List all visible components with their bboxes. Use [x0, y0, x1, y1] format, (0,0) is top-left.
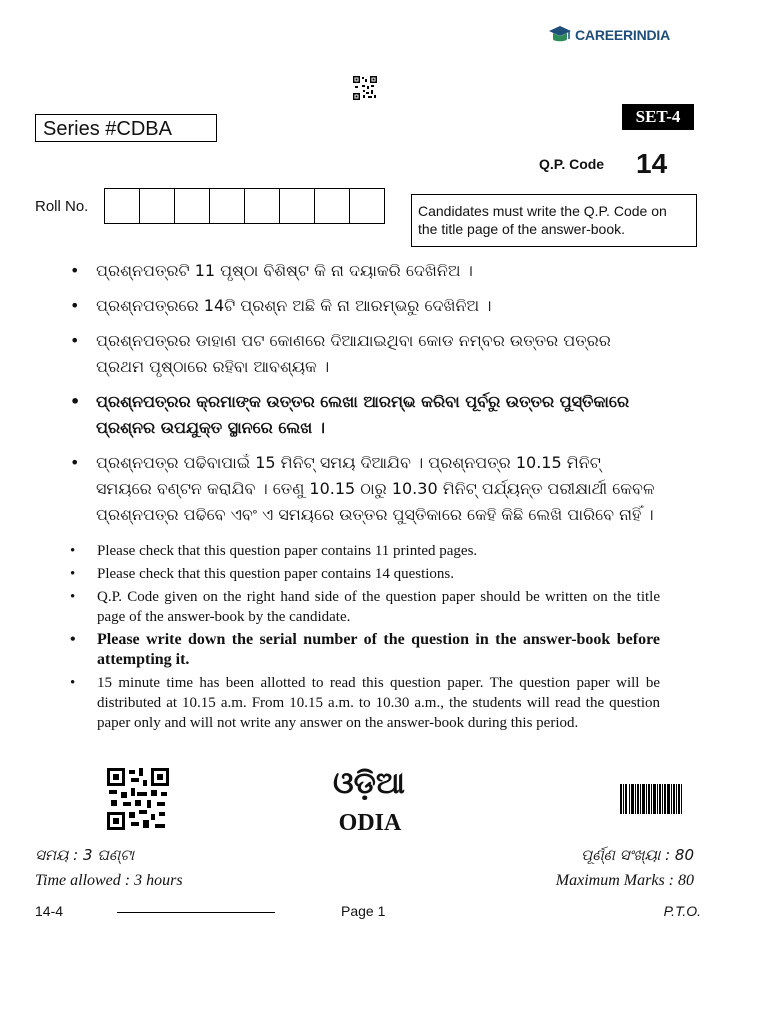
roll-no-cell[interactable]: [104, 188, 140, 224]
list-item: • ପ୍ରଶ୍ନପତ୍ରର ଡାହାଣ ପଟ କୋଣରେ ଦିଆଯାଇଥିବା କୋଡ ନମ୍ବର ଉତ୍ତର ପତ୍ରର ପ୍ରଥମ ପୃଷ୍ଠାରେ ରହିବା ଆବଶ୍ୟକ ।: [70, 331, 611, 376]
qp-code-value: 14: [636, 148, 668, 179]
instruction-text: ପ୍ରଶ୍ନପତ୍ରରେ 14ଟି ପ୍ରଶ୍ନ ଅଛି କି ନା ଆରମ୍ଭରୁ ଦେଖିନିଅ ।: [96, 296, 492, 315]
roll-no-cell[interactable]: [314, 188, 350, 224]
instruction-text: Q.P. Code given on the right hand side of the question paper should be written on the title page of the answer-book by the candidate.: [97, 589, 660, 625]
barcode-icon: [620, 784, 682, 814]
list-item: • ପ୍ରଶ୍ନପତ୍ରରେ 14ଟି ପ୍ରଶ୍ନ ଅଛି କି ନା ଆରମ୍ଭରୁ ଦେଖିନିଅ ।: [70, 296, 492, 315]
roll-no-cell[interactable]: [349, 188, 385, 224]
list-item: • 15 minute time has been allotted to read this question paper. The question paper will be distributed at 10.15 a.m. From 10.15 a.m. to 10.30 a.m., the students will read the question paper only and will not write any answer on the answer-book during this period.: [70, 675, 660, 731]
series-box: Series #CDBA: [35, 114, 217, 142]
instruction-text: ପ୍ରଶ୍ନପତ୍ରର ଡାହାଣ ପଟ କୋଣରେ ଦିଆଯାଇଥିବା କୋଡ ନମ୍ବର ଉତ୍ତର ପତ୍ରର ପ୍ରଥମ ପୃଷ୍ଠାରେ ରହିବା ଆବଶ୍ୟକ ।: [96, 331, 611, 376]
list-item: • ପ୍ରଶ୍ନପତ୍ର ପଢିବାପାଇଁ 15 ମିନିଟ୍ ସମୟ ଦିଆଯିବ । ପ୍ରଶ୍ନପତ୍ର 10.15 ମିନିଟ୍ ସମୟରେ ବଣ୍ଟନ କରାଯିବ । ତେଣୁ 10.15 ଠାରୁ 10.30 ମିନିଟ୍ ପର୍ଯ୍ୟନ୍ତ ପରୀକ୍ଷାର୍ଥୀ କେବଳ ପ୍ରଶ୍ନପତ୍ର ପଢିବେ ଏବଂ ଏ ସମୟରେ ଉତ୍ତର ପୁସ୍ତିକାରେ କେହି କିଛି ଲେଖି ପାରିବେ ନାହିଁ ।: [70, 453, 655, 524]
qr-code-large-icon: [107, 768, 169, 830]
instruction-text: Please check that this question paper contains 14 questions.: [97, 566, 455, 582]
list-item: • Please check that this question paper contains 11 printed pages.: [70, 543, 478, 559]
graduation-cap-icon: [548, 24, 572, 46]
instruction-text: ପ୍ରଶ୍ନପତ୍ରଟି 11 ପୃଷ୍ଠା ବିଶିଷ୍ଟ କି ନା ଦୟାକରି ଦେଖିନିଅ ।: [96, 261, 473, 280]
instruction-text: ପ୍ରଶ୍ନପତ୍ରର କ୍ରମାଙ୍କ ଉତ୍ତର ଲେଖା ଆରମ୍ଭ କରିବା ପୂର୍ବରୁ ଉତ୍ତର ପୁସ୍ତିକାରେ ପ୍ରଶ୍ନର ଉପଯୁକ୍ତ ସ୍ଥାନରେ ଲେଖ ।: [96, 392, 630, 437]
list-item: • Please check that this question paper contains 14 questions.: [70, 566, 455, 582]
roll-no-cell[interactable]: [279, 188, 315, 224]
roll-no-label: Roll No.: [35, 198, 89, 215]
roll-no-cell[interactable]: [139, 188, 175, 224]
candidate-note-box: Candidates must write the Q.P. Code on the title page of the answer-book.: [411, 194, 697, 247]
max-marks-odia: ପୂର୍ଣ୍ଣ ସଂଖ୍ୟା : 80: [581, 846, 694, 864]
subject-title-odia: ଓଡ଼ିଆ: [333, 766, 405, 801]
instruction-text: 15 minute time has been allotted to read this question paper. The question paper will be distributed at 10.15 a.m. From 10.15 a.m. to 10.30 a.m., the students will read the question paper only and will not write any answer on the answer-book during this period.: [97, 675, 660, 731]
footer-page-number: Page 1: [341, 903, 386, 919]
instruction-text: Please check that this question paper contains 11 printed pages.: [97, 543, 478, 559]
footer-pto: P.T.O.: [663, 903, 701, 919]
list-item: • Q.P. Code given on the right hand side of the question paper should be written on the title page of the answer-book by the candidate.: [70, 589, 660, 625]
roll-no-cell[interactable]: [174, 188, 210, 224]
list-item: • ପ୍ରଶ୍ନପତ୍ରଟି 11 ପୃଷ୍ଠା ବିଶିଷ୍ଟ କି ନା ଦୟାକରି ଦେଖିନିଅ ।: [70, 261, 473, 280]
careerindia-logo: [548, 22, 670, 48]
time-allowed-odia: ସମୟ : 3 ଘଣ୍ଟା: [35, 846, 135, 864]
instruction-text: Please write down the serial number of the question in the answer-book before attempting it.: [97, 631, 660, 668]
max-marks-english: Maximum Marks : 80: [555, 872, 694, 889]
qp-code-label: Q.P. Code: [539, 156, 605, 172]
set-badge: SET-4: [622, 104, 694, 130]
footer-divider: [117, 912, 275, 913]
roll-no-boxes[interactable]: [105, 188, 385, 224]
list-item: • ପ୍ରଶ୍ନପତ୍ରର କ୍ରମାଙ୍କ ଉତ୍ତର ଲେଖା ଆରମ୍ଭ କରିବା ପୂର୍ବରୁ ଉତ୍ତର ପୁସ୍ତିକାରେ ପ୍ରଶ୍ନର ଉପଯୁକ୍ତ ସ୍ଥାନରେ ଲେଖ ।: [70, 392, 630, 437]
time-allowed-english: Time allowed : 3 hours: [35, 872, 183, 889]
instruction-text: ପ୍ରଶ୍ନପତ୍ର ପଢିବାପାଇଁ 15 ମିନିଟ୍ ସମୟ ଦିଆଯିବ । ପ୍ରଶ୍ନପତ୍ର 10.15 ମିନିଟ୍ ସମୟରେ ବଣ୍ଟନ କରାଯିବ । ତେଣୁ 10.15 ଠାରୁ 10.30 ମିନିଟ୍ ପର୍ଯ୍ୟନ୍ତ ପରୀକ୍ଷାର୍ଥୀ କେବଳ ପ୍ରଶ୍ନପତ୍ର ପଢିବେ ଏବଂ ଏ ସମୟରେ ଉତ୍ତର ପୁସ୍ତିକାରେ କେହି କିଛି ଲେଖି ପାରିବେ ନାହିଁ ।: [96, 453, 655, 524]
footer-paper-code: 14-4: [35, 903, 64, 919]
odia-instructions-list: [70, 258, 660, 537]
qr-code-small-icon: [353, 76, 377, 100]
logo-text: CAREERINDIA: [575, 27, 671, 43]
roll-no-cell[interactable]: [209, 188, 245, 224]
english-instructions-list: [70, 541, 660, 736]
list-item: • Please write down the serial number of the question in the answer-book before attempting it.: [70, 631, 660, 668]
subject-title-english: ODIA: [338, 810, 402, 836]
roll-no-cell[interactable]: [244, 188, 280, 224]
